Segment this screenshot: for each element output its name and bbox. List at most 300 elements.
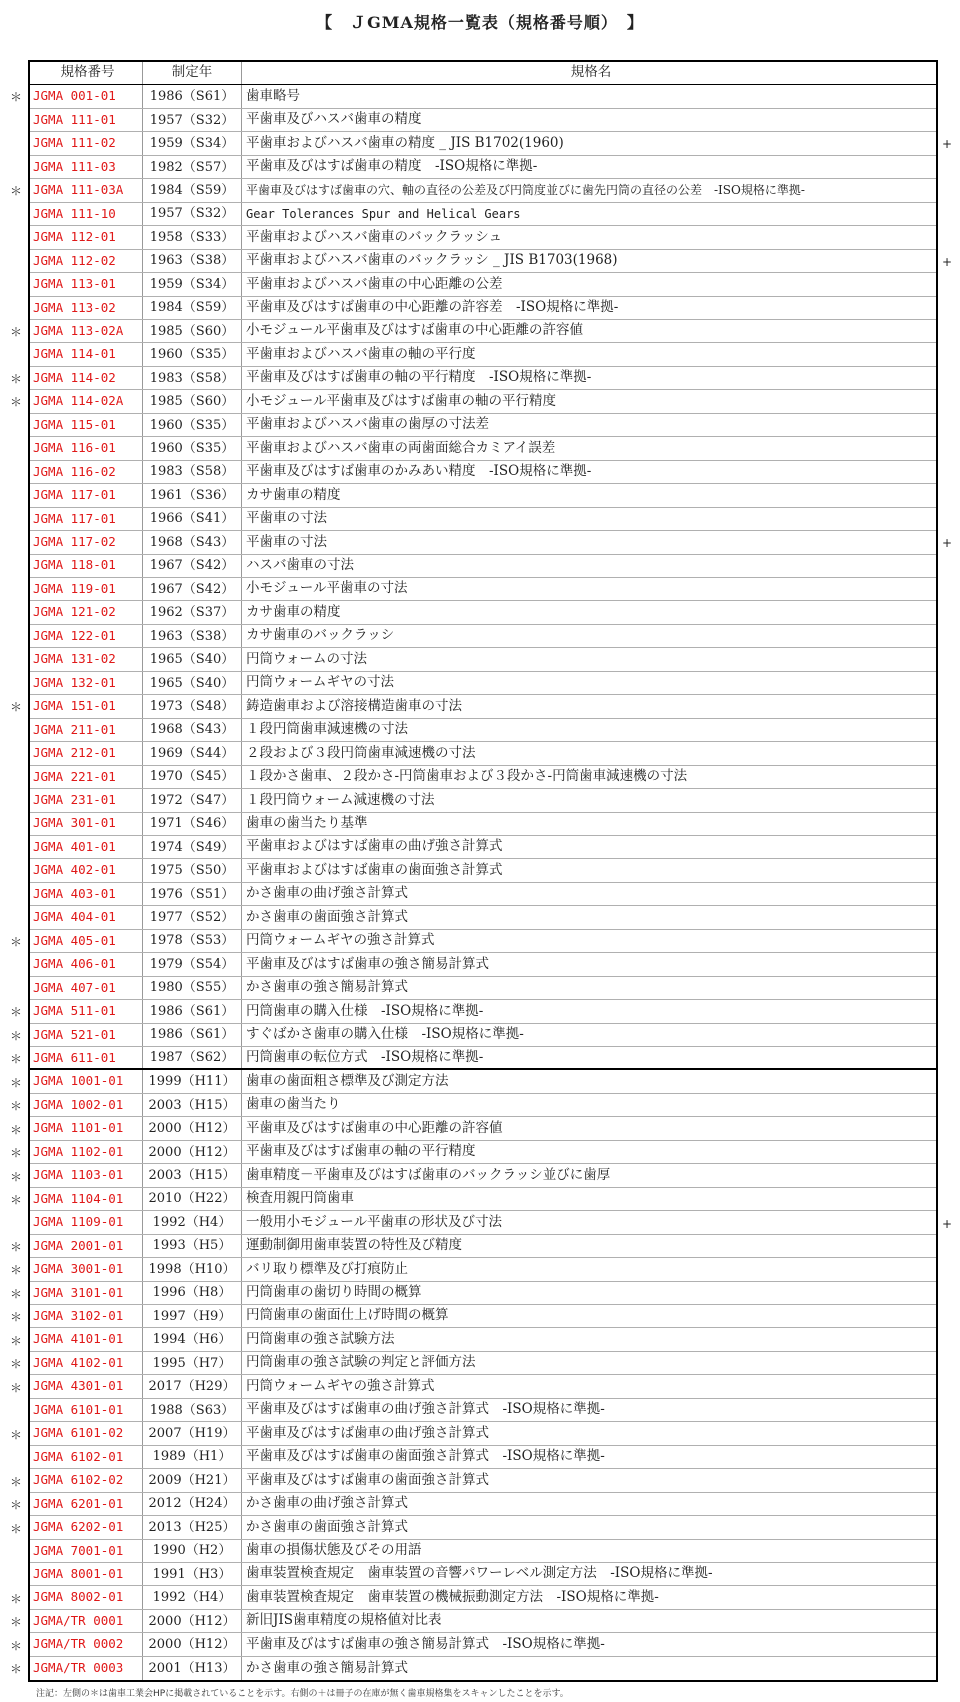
standard-number: JGMA 114-01 [33,346,116,362]
standard-name: １段かさ歯車、２段かさ-円筒歯車および３段かさ-円筒歯車減速機の寸法 [241,766,936,788]
standard-number: JGMA 111-10 [33,205,116,221]
standard-name: 歯車の歯当たり基準 [241,813,936,835]
standard-name: 円筒歯車の強さ試験方法 [241,1328,936,1350]
standard-number: JGMA 116-01 [33,440,116,456]
standard-name: 平歯車およびハスバ歯車の中心距離の公差 [241,273,936,295]
standard-number: JGMA 116-02 [33,463,116,479]
enactment-year: 2007（H19） [142,1422,241,1444]
enactment-year: 1967（S42） [142,555,241,577]
standard-number: JGMA 111-02 [33,135,116,151]
enactment-year: 1975（S50） [142,859,241,881]
standard-number: JGMA 1109-01 [33,1214,124,1230]
standard-name: 平歯車及びはすば歯車の強さ簡易計算式 [241,953,936,975]
table-row [30,1516,936,1539]
header-standard-name: 規格名 [241,62,936,84]
enactment-year: 1962（S37） [142,601,241,623]
standard-name: かさ歯車の歯面強さ計算式 [241,906,936,928]
table-row [30,859,936,882]
enactment-year: 1990（H2） [142,1540,241,1562]
table-row [30,203,936,226]
standard-name: 鋳造歯車および溶接構造歯車の寸法 [241,695,936,717]
table-row [30,508,936,531]
enactment-year: 1986（S61） [142,1024,241,1046]
enactment-year: 1997（H9） [142,1305,241,1327]
standard-name: 平歯車及びはすば歯車の中心距離の許容差 -ISO規格に準拠- [241,297,936,319]
standard-number: JGMA/TR 0002 [33,1636,124,1652]
enactment-year: 1983（S58） [142,461,241,483]
table-row [30,1375,936,1398]
standard-number: JGMA 111-03 [33,158,116,174]
enactment-year: 1961（S36） [142,484,241,506]
enactment-year: 1967（S42） [142,578,241,600]
table-row [30,437,936,460]
standard-name: 平歯車及びはすば歯車の歯面強さ計算式 -ISO規格に準拠- [241,1446,936,1468]
enactment-year: 1965（S40） [142,648,241,670]
standard-name: かさ歯車の強さ簡易計算式 [241,977,936,999]
hp-published-mark: ＊ [10,1638,23,1653]
standard-number: JGMA 114-02A [33,393,124,409]
standard-name: 歯車装置検査規定 歯車装置の音響パワーレベル測定方法 -ISO規格に準拠- [241,1563,936,1585]
hp-published-mark: ＊ [10,1075,23,1090]
table-row [30,625,936,648]
standard-name: 歯車精度－平歯車及びはすば歯車のバックラッシ並びに歯厚 [241,1164,936,1186]
standard-name: ハスバ歯車の寸法 [241,555,936,577]
standard-name: 検査用親円筒歯車 [241,1188,936,1210]
table-row [30,648,936,671]
standard-number: JGMA 4101-01 [33,1331,124,1347]
table-row [30,1563,936,1586]
standard-name: 平歯車及びはすば歯車の歯面強さ計算式 [241,1469,936,1491]
table-row [30,297,936,320]
standard-name: すぐばかさ歯車の購入仕様 -ISO規格に準拠- [241,1024,936,1046]
standard-name: 平歯車の寸法 [241,508,936,530]
enactment-year: 2003（H15） [142,1164,241,1186]
standard-number: JGMA 115-01 [33,416,116,432]
enactment-year: 1998（H10） [142,1258,241,1280]
table-row [30,1141,936,1164]
standard-number: JGMA 112-02 [33,252,116,268]
enactment-year: 1977（S52） [142,906,241,928]
table-row [30,789,936,812]
standard-number: JGMA 3102-01 [33,1307,124,1323]
enactment-year: 2000（H12） [142,1141,241,1163]
enactment-year: 1968（S43） [142,531,241,553]
hp-published-mark: ＊ [10,1591,23,1606]
standard-name: 小モジュール平歯車及びはすば歯車の軸の平行精度 [241,390,936,412]
standard-name: 平歯車及びはすば歯車の軸の平行精度 [241,1141,936,1163]
enactment-year: 1979（S54） [142,953,241,975]
enactment-year: 1985（S60） [142,320,241,342]
table-row [30,1328,936,1351]
table-row [30,1094,936,1117]
enactment-year: 1988（S63） [142,1399,241,1421]
standard-number: JGMA 122-01 [33,627,116,643]
standard-name: ２段および３段円筒歯車減速機の寸法 [241,742,936,764]
hp-published-mark: ＊ [10,935,23,950]
table-row [30,179,936,202]
enactment-year: 1989（H1） [142,1446,241,1468]
enactment-year: 1957（S32） [142,203,241,225]
hp-published-mark: ＊ [10,1122,23,1137]
hp-published-mark: ＊ [10,1615,23,1630]
table-row [30,1540,936,1563]
standard-name: 歯車の歯面粗さ標準及び測定方法 [241,1070,936,1092]
table-row [30,85,936,108]
table-row [30,226,936,249]
standard-name: 円筒ウォームギヤの強さ計算式 [241,1375,936,1397]
standard-number: JGMA 511-01 [33,1003,116,1019]
scanned-mark: + [941,1216,953,1231]
standard-name: かさ歯車の歯面強さ計算式 [241,1516,936,1538]
standard-name: かさ歯車の曲げ強さ計算式 [241,1493,936,1515]
standards-table [28,60,938,1682]
enactment-year: 1986（S61） [142,1000,241,1022]
standard-number: JGMA 1103-01 [33,1167,124,1183]
enactment-year: 1974（S49） [142,836,241,858]
enactment-year: 1966（S41） [142,508,241,530]
enactment-year: 1994（H6） [142,1328,241,1350]
standard-number: JGMA 118-01 [33,557,116,573]
standard-number: JGMA 2001-01 [33,1237,124,1253]
standard-name: 円筒歯車の強さ試験の判定と評価方法 [241,1352,936,1374]
table-row [30,1047,936,1070]
standard-number: JGMA 114-02 [33,369,116,385]
standard-name: 小モジュール平歯車の寸法 [241,578,936,600]
table-row [30,1164,936,1187]
standard-name: 円筒ウォームギヤの強さ計算式 [241,930,936,952]
standard-number: JGMA 221-01 [33,768,116,784]
standard-name: 平歯車及びはすば歯車の中心距離の許容値 [241,1117,936,1139]
table-row [30,414,936,437]
standard-name: 円筒ウォームの寸法 [241,648,936,670]
standard-number: JGMA 119-01 [33,580,116,596]
enactment-year: 1971（S46） [142,813,241,835]
table-row [30,1000,936,1023]
enactment-year: 1960（S35） [142,343,241,365]
hp-published-mark: ＊ [10,1380,23,1395]
standard-number: JGMA 1101-01 [33,1120,124,1136]
table-row [30,1282,936,1305]
standard-number: JGMA 7001-01 [33,1542,124,1558]
table-row [30,953,936,976]
table-row [30,1024,936,1047]
hp-published-mark: ＊ [10,1333,23,1348]
table-row [30,1211,936,1234]
standard-name: 平歯車及びはすば歯車の曲げ強さ計算式 [241,1422,936,1444]
enactment-year: 1973（S48） [142,695,241,717]
enactment-year: 1986（S61） [142,85,241,107]
enactment-year: 1959（S34） [142,273,241,295]
standard-name: 平歯車及びハスバ歯車の精度 [241,109,936,131]
table-header [30,62,936,85]
enactment-year: 1980（S55） [142,977,241,999]
table-row [30,555,936,578]
standard-number: JGMA 1001-01 [33,1073,124,1089]
table-row [30,1070,936,1093]
standard-number: JGMA 113-01 [33,276,116,292]
table-row [30,1610,936,1633]
standard-name: 歯車の損傷状態及びその用語 [241,1540,936,1562]
table-row [30,1305,936,1328]
table-row [30,1493,936,1516]
hp-published-mark: ＊ [10,1193,23,1208]
enactment-year: 1972（S47） [142,789,241,811]
standard-number: JGMA 112-01 [33,229,116,245]
standard-number: JGMA 521-01 [33,1026,116,1042]
table-row [30,156,936,179]
standard-number: JGMA 6101-02 [33,1425,124,1441]
scanned-mark: + [941,536,953,551]
hp-published-mark: ＊ [10,1028,23,1043]
table-row [30,109,936,132]
standard-number: JGMA 404-01 [33,909,116,925]
standard-name: 平歯車およびハスバ歯車の歯厚の寸法差 [241,414,936,436]
table-row [30,1352,936,1375]
standard-name: 円筒歯車の転位方式 -ISO規格に準拠- [241,1047,936,1068]
standard-name: 運動制御用歯車装置の特性及び精度 [241,1235,936,1257]
table-row [30,742,936,765]
standard-number: JGMA 6102-01 [33,1448,124,1464]
enactment-year: 1992（H4） [142,1211,241,1233]
enactment-year: 1960（S35） [142,437,241,459]
standard-number: JGMA 117-01 [33,510,116,526]
table-row [30,836,936,859]
table-row [30,766,936,789]
enactment-year: 1968（S43） [142,719,241,741]
hp-published-mark: ＊ [10,1498,23,1513]
standard-number: JGMA 6201-01 [33,1495,124,1511]
scanned-mark: + [941,137,953,152]
hp-published-mark: ＊ [10,395,23,410]
table-row [30,273,936,296]
standard-number: JGMA 131-02 [33,651,116,667]
enactment-year: 1960（S35） [142,414,241,436]
enactment-year: 1987（S62） [142,1047,241,1068]
standard-name: 平歯車及びはすば歯車の軸の平行精度 -ISO規格に準拠- [241,367,936,389]
hp-published-mark: ＊ [10,371,23,386]
table-row [30,1258,936,1281]
table-row [30,578,936,601]
enactment-year: 2003（H15） [142,1094,241,1116]
standard-number: JGMA 113-02 [33,299,116,315]
table-row [30,343,936,366]
standard-name: 平歯車及びはすば歯車の精度 -ISO規格に準拠- [241,156,936,178]
hp-published-mark: ＊ [10,90,23,105]
standard-name: 平歯車およびはすば歯車の歯面強さ計算式 [241,859,936,881]
standard-name: カサ歯車の精度 [241,484,936,506]
hp-published-mark: ＊ [10,1099,23,1114]
table-row [30,1117,936,1140]
standard-number: JGMA 6202-01 [33,1519,124,1535]
standard-number: JGMA 212-01 [33,745,116,761]
hp-published-mark: ＊ [10,1240,23,1254]
standard-name: 平歯車及びはすば歯車の曲げ強さ計算式 -ISO規格に準拠- [241,1399,936,1421]
table-row [30,1188,936,1211]
standard-number: JGMA 231-01 [33,792,116,808]
enactment-year: 1976（S51） [142,883,241,905]
enactment-year: 1992（H4） [142,1586,241,1608]
hp-published-mark: ＊ [10,1146,23,1161]
enactment-year: 2017（H29） [142,1375,241,1397]
hp-published-mark: ＊ [10,1521,23,1536]
hp-published-mark: ＊ [10,184,23,199]
standard-name: バリ取り標準及び打痕防止 [241,1258,936,1280]
standard-number: JGMA 6102-02 [33,1472,124,1488]
standard-name: 円筒歯車の購入仕様 -ISO規格に準拠- [241,1000,936,1022]
standard-name: 歯車略号 [241,85,936,107]
enactment-year: 1963（S38） [142,625,241,647]
table-row [30,531,936,554]
enactment-year: 2010（H22） [142,1188,241,1210]
enactment-year: 1991（H3） [142,1563,241,1585]
standard-name: かさ歯車の強さ簡易計算式 [241,1657,936,1680]
hp-published-mark: ＊ [10,1357,23,1372]
table-row [30,1422,936,1445]
standard-number: JGMA 111-01 [33,111,116,127]
standard-name: カサ歯車のバックラッシ [241,625,936,647]
enactment-year: 2000（H12） [142,1117,241,1139]
standard-name: 小モジュール平歯車及びはすば歯車の中心距離の許容値 [241,320,936,342]
standard-number: JGMA 406-01 [33,956,116,972]
standard-name: 平歯車の寸法 [241,531,936,553]
hp-published-mark: ＊ [10,1474,23,1489]
footnote: 注記：左側の＊は歯車工業会HPに掲載されていることを示す。右側の＋は冊子の在庫が無く歯車規格集をスキャンしたことを示す。 [36,1689,569,1699]
standard-number: JGMA 1102-01 [33,1143,124,1159]
standard-number: JGMA 1002-01 [33,1096,124,1112]
standard-number: JGMA 8002-01 [33,1589,124,1605]
standard-number: JGMA 1104-01 [33,1190,124,1206]
table-row [30,320,936,343]
standard-number: JGMA 3001-01 [33,1261,124,1277]
hp-published-mark: ＊ [10,1310,23,1325]
standard-name: 一般用小モジュール平歯車の形状及び寸法 [241,1211,936,1233]
standard-name: 平歯車およびハスバ歯車のバックラッシ _ JIS B1703(1968) [241,250,936,272]
table-row [30,367,936,390]
standard-name: 歯車装置検査規定 歯車装置の機械振動測定方法 -ISO規格に準拠- [241,1586,936,1608]
standard-name: 平歯車及びはすば歯車の強さ簡易計算式 -ISO規格に準拠- [241,1633,936,1655]
hp-published-mark: ＊ [10,325,23,340]
header-standard-number: 規格番号 [60,64,115,81]
standard-number: JGMA 403-01 [33,885,116,901]
enactment-year: 1984（S59） [142,297,241,319]
standard-number: JGMA 117-01 [33,487,116,503]
hp-published-mark: ＊ [10,1286,23,1301]
standard-number: JGMA 121-02 [33,604,116,620]
enactment-year: 1965（S40） [142,672,241,694]
table-row [30,484,936,507]
table-row [30,906,936,929]
table-row [30,1235,936,1258]
standard-number: JGMA 407-01 [33,979,116,995]
standard-number: JGMA 405-01 [33,932,116,948]
standard-name: 平歯車およびハスバ歯車のバックラッシュ [241,226,936,248]
standard-number: JGMA 4301-01 [33,1378,124,1394]
table-row [30,930,936,953]
standard-number: JGMA 111-03A [33,182,124,198]
table-row [30,695,936,718]
standard-name: 平歯車およびはすば歯車の曲げ強さ計算式 [241,836,936,858]
standard-number: JGMA 132-01 [33,674,116,690]
table-row [30,813,936,836]
standard-name: 平歯車及びはすば歯車の穴、軸の直径の公差及び円筒度並びに歯先円筒の直径の公差 -ISO規格に準拠- [241,179,936,201]
standard-name: １段円筒歯車減速機の寸法 [241,719,936,741]
enactment-year: 1978（S53） [142,930,241,952]
standard-number: JGMA/TR 0003 [33,1660,124,1676]
enactment-year: 1963（S38） [142,250,241,272]
enactment-year: 1985（S60） [142,390,241,412]
table-row [30,977,936,1000]
enactment-year: 1995（H7） [142,1352,241,1374]
table-row [30,1469,936,1492]
standard-name: 新旧JIS歯車精度の規格値対比表 [241,1610,936,1632]
enactment-year: 1957（S32） [142,109,241,131]
table-row [30,1586,936,1609]
enactment-year: 2009（H21） [142,1469,241,1491]
standard-name: 歯車の歯当たり [241,1094,936,1116]
standard-number: JGMA 113-02A [33,322,124,338]
hp-published-mark: ＊ [10,1052,23,1067]
standard-name: かさ歯車の曲げ強さ計算式 [241,883,936,905]
standard-number: JGMA/TR 0001 [33,1612,124,1628]
hp-published-mark: ＊ [10,1169,23,1184]
standard-number: JGMA 8001-01 [33,1565,124,1581]
enactment-year: 1958（S33） [142,226,241,248]
enactment-year: 1983（S58） [142,367,241,389]
hp-published-mark: ＊ [10,700,23,715]
enactment-year: 1959（S34） [142,132,241,154]
enactment-year: 1984（S59） [142,179,241,201]
header-year: 制定年 [142,62,241,84]
standard-name: 円筒ウォームギヤの寸法 [241,672,936,694]
enactment-year: 1993（H5） [142,1235,241,1257]
hp-published-mark: ＊ [10,1005,23,1020]
enactment-year: 2012（H24） [142,1493,241,1515]
table-row [30,601,936,624]
table-row [30,1633,936,1656]
standard-number: JGMA 402-01 [33,862,116,878]
table-row [30,1399,936,1422]
page-title: 【 ＪGMA規格一覧表（規格番号順） 】 [316,13,644,32]
standard-number: JGMA 301-01 [33,815,116,831]
table-row [30,1446,936,1469]
standard-name: １段円筒ウォーム減速機の寸法 [241,789,936,811]
standard-number: JGMA 211-01 [33,721,116,737]
standard-name: 平歯車及びはすば歯車のかみあい精度 -ISO規格に準拠- [241,461,936,483]
enactment-year: 2013（H25） [142,1516,241,1538]
enactment-year: 1970（S45） [142,766,241,788]
standard-name: カサ歯車の精度 [241,601,936,623]
standard-name: Gear Tolerances Spur and Helical Gears [241,203,936,225]
standard-name: 平歯車およびハスバ歯車の軸の平行度 [241,343,936,365]
enactment-year: 1996（H8） [142,1282,241,1304]
standard-number: JGMA 001-01 [33,88,116,104]
enactment-year: 2000（H12） [142,1633,241,1655]
hp-published-mark: ＊ [10,1263,23,1278]
standard-number: JGMA 4102-01 [33,1354,124,1370]
enactment-year: 1999（H11） [142,1070,241,1092]
table-row [30,390,936,413]
scanned-mark: + [941,254,953,269]
hp-published-mark: ＊ [10,1427,23,1442]
standard-number: JGMA 117-02 [33,534,116,550]
table-row [30,132,936,155]
standard-name: 平歯車およびハスバ歯車の精度 _ JIS B1702(1960) [241,132,936,154]
enactment-year: 1969（S44） [142,742,241,764]
standard-name: 平歯車およびハスバ歯車の両歯面総合カミアイ誤差 [241,437,936,459]
standard-name: 円筒歯車の歯面仕上げ時間の概算 [241,1305,936,1327]
standard-number: JGMA 6101-01 [33,1401,124,1417]
table-row [30,883,936,906]
